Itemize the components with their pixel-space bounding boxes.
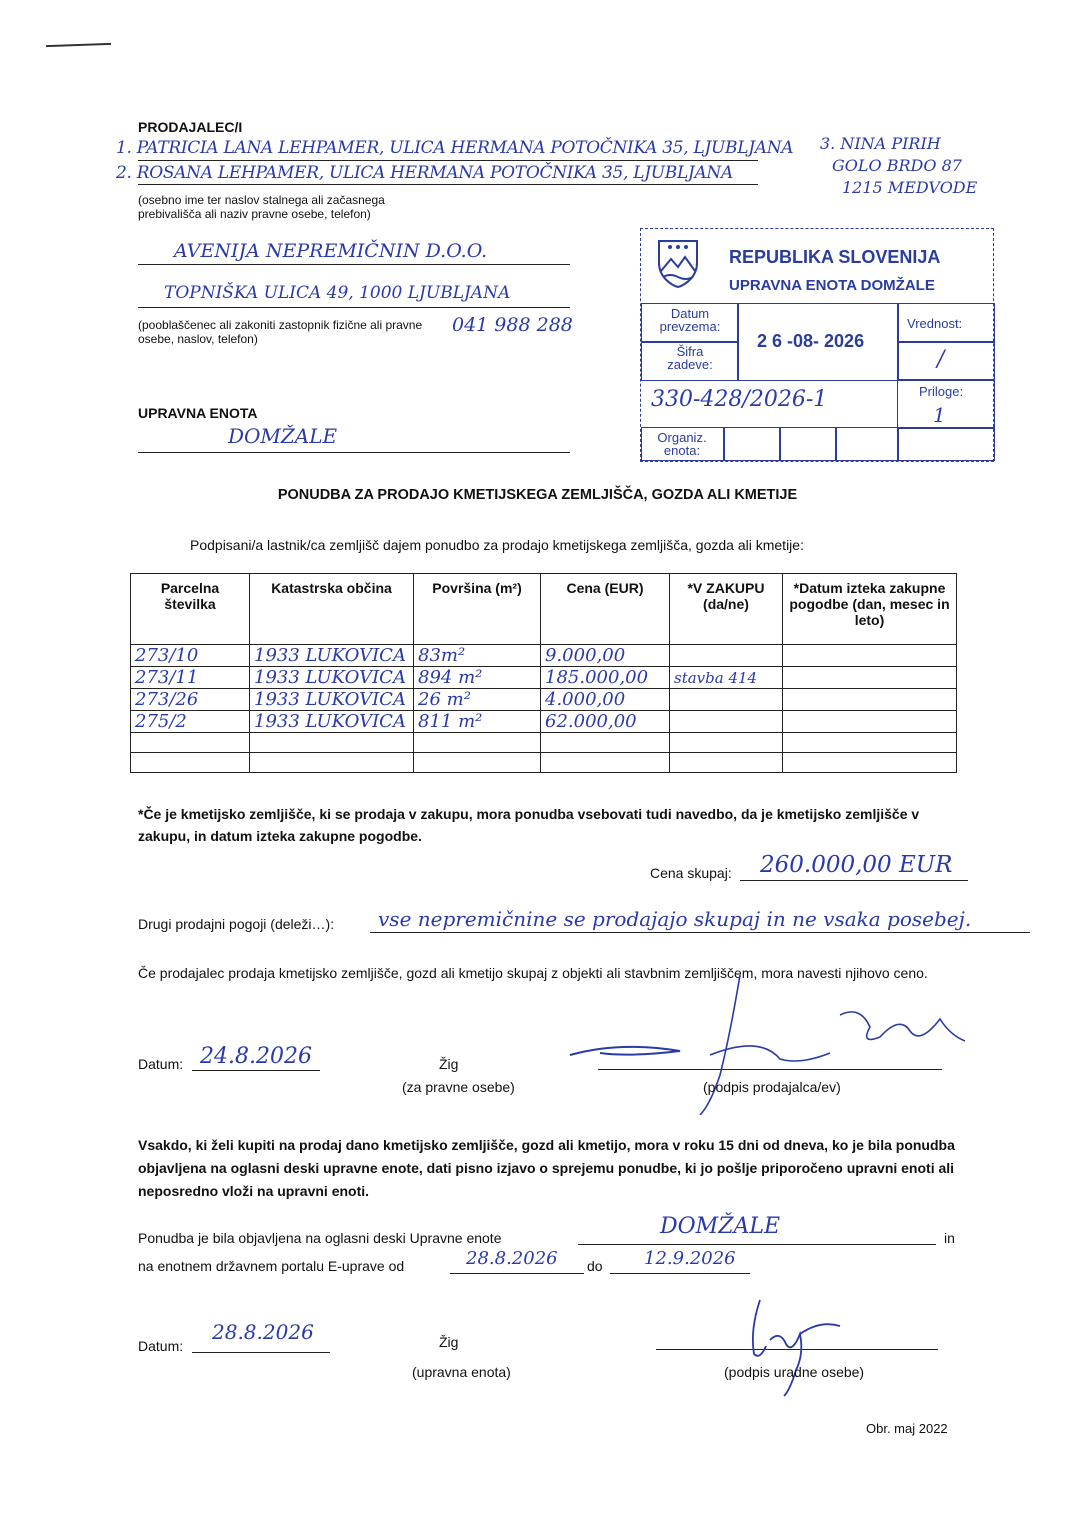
stamp-grid-org-1 <box>723 427 781 461</box>
cell-lease <box>670 753 783 773</box>
publish-to-label: do <box>587 1258 603 1274</box>
col-area: Površina (m²) <box>414 574 541 645</box>
sign1-signature-hint: (podpis prodajalca/ev) <box>703 1079 841 1095</box>
cell-cadastral: 1933 LUKOVICA <box>250 689 414 711</box>
intro-text: Podpisani/a lastnik/ca zemljišč dajem ponudbo za prodajo kmetijskega zemljišča, gozda ali kmetije: <box>190 537 804 553</box>
lease-note: *Če je kmetijsko zemljišče, ki se prodaja v zakupu, mora ponudba vsebovati tudi navedbo, da je kmetijsko zemljišče v zakupu, in datum izteka zakupne pogodbe. <box>138 806 920 844</box>
cell-parcel: 273/10 <box>131 645 250 667</box>
cell-cadastral: 1933 LUKOVICA <box>250 645 414 667</box>
cell-price: 4.000,00 <box>541 689 670 711</box>
cell-cadastral <box>250 733 414 753</box>
form-version: Obr. maj 2022 <box>866 1421 948 1436</box>
cell-area: 811 m² <box>414 711 541 733</box>
coat-of-arms-icon <box>655 237 701 289</box>
col-lease: *V ZAKUPU (da/ne) <box>670 574 783 645</box>
stamp-value-label: Vrednost: <box>907 316 963 331</box>
other-terms-underline <box>370 932 1030 933</box>
seller-underline-2 <box>138 184 758 185</box>
office-heading: UPRAVNA ENOTA <box>138 405 258 421</box>
cell-lease: stavba 414 <box>670 667 783 689</box>
office-underline <box>138 452 570 453</box>
seller-underline-1 <box>138 160 758 161</box>
cell-lease-end <box>783 753 957 773</box>
total-value: 260.000,00 EUR <box>760 852 953 878</box>
stamp-attachments-value: 1 <box>933 403 946 427</box>
agent-hint: (pooblaščenec ali zakoniti zastopnik fizične ali pravne osebe, naslov, telefon) <box>138 318 423 346</box>
objects-note: Če prodajalec prodaja kmetijsko zemljišče, gozd ali kmetijo skupaj z objekti ali stavbnim zemljiščem, mora navesti njihovo ceno. <box>138 965 928 981</box>
total-label: Cena skupaj: <box>650 865 732 881</box>
agent-address: TOPNIŠKA ULICA 49, 1000 LJUBLJANA <box>164 283 511 303</box>
sign1-stamp-label: Žig <box>439 1056 459 1072</box>
cell-lease-end <box>783 689 957 711</box>
stamp-grid-org-4 <box>897 427 995 461</box>
cell-cadastral: 1933 LUKOVICA <box>250 711 414 733</box>
scan-mark <box>46 43 111 47</box>
stamp-title-2: UPRAVNA ENOTA DOMŽALE <box>729 277 935 294</box>
cell-area <box>414 733 541 753</box>
cell-cadastral <box>250 753 414 773</box>
stamp-value-value: / <box>937 347 945 372</box>
table-row <box>131 711 957 733</box>
cell-lease-end <box>783 711 957 733</box>
publish-label-1: Ponudba je bila objavljena na oglasni deski Upravne enote <box>138 1230 502 1246</box>
stamp-grid-org-2 <box>779 427 837 461</box>
official-signature-icon <box>730 1290 870 1400</box>
cell-parcel <box>131 753 250 773</box>
sign2-date-value: 28.8.2026 <box>212 1320 314 1344</box>
table-row <box>131 667 957 689</box>
agent-underline-2 <box>138 307 570 308</box>
sign2-date-label: Datum: <box>138 1338 184 1354</box>
cell-lease <box>670 711 783 733</box>
cell-lease-end <box>783 645 957 667</box>
office-value: DOMŽALE <box>228 424 338 448</box>
sign2-signature-hint: (podpis uradne osebe) <box>724 1364 865 1380</box>
table-header-row <box>131 574 957 645</box>
stamp-received-label: Datum prevzema: <box>659 306 721 334</box>
stamp-grid-value-cell <box>897 341 995 381</box>
stamp-case-label: Šifra zadeve: <box>667 344 713 372</box>
stamp-received-value: 2 6 -08- 2026 <box>757 331 865 351</box>
publish-in: in <box>944 1230 955 1246</box>
stamp-org-label: Organiz. enota: <box>657 430 707 458</box>
sign2-stamp-label: Žig <box>439 1334 459 1350</box>
seller-heading: PRODAJALEC/I <box>138 119 243 135</box>
other-terms-label: Drugi prodajni pogoji (deleži…): <box>138 916 335 932</box>
seller-line-3a: 3. NINA PIRIH <box>820 134 941 153</box>
cell-price: 9.000,00 <box>541 645 670 667</box>
sign1-stamp-hint: (za pravne osebe) <box>402 1079 515 1095</box>
accept-note: Vsakdo, ki želi kupiti na prodaj dano kmetijsko zemljišče, gozd ali kmetijo, mora v roku 15 dni od dneva, ko je bila ponudba objavljena na oglasni deski upravne enote, dati pisno izjavo o sprejemu ponudbe, ki jo pošlje priporočeno upravni enoti ali neposredno vloži na upravni enoti. <box>138 1137 955 1199</box>
cell-parcel: 273/11 <box>131 667 250 689</box>
publish-label-2: na enotnem državnem portalu E-uprave od <box>138 1258 405 1274</box>
cell-area: 26 m² <box>414 689 541 711</box>
sign2-date-underline <box>192 1352 330 1353</box>
stamp-attachments-label: Priloge: <box>919 384 964 399</box>
sign1-date-underline <box>192 1070 320 1071</box>
sign1-date-value: 24.8.2026 <box>200 1044 312 1069</box>
publish-from: 28.8.2026 <box>466 1248 558 1269</box>
sign2-stamp-hint: (upravna enota) <box>412 1364 511 1380</box>
cell-lease <box>670 733 783 753</box>
publish-from-underline <box>450 1273 584 1274</box>
registry-stamp <box>640 228 994 462</box>
stamp-case-value: 330-428/2026-1 <box>651 387 828 412</box>
cell-cadastral: 1933 LUKOVICA <box>250 667 414 689</box>
cell-lease <box>670 689 783 711</box>
publish-office-underline <box>578 1244 936 1245</box>
col-price: Cena (EUR) <box>541 574 670 645</box>
cell-lease-end <box>783 733 957 753</box>
publish-to: 12.9.2026 <box>644 1248 736 1269</box>
seller-line-3c: 1215 MEDVODE <box>842 178 978 197</box>
cell-area: 83m² <box>414 645 541 667</box>
seller-line-1: 1. PATRICIA LANA LEHPAMER, ULICA HERMANA POTOČNIKA 35, LJUBLJANA <box>116 138 794 158</box>
agent-name: AVENIJA NEPREMIČNIN D.O.O. <box>174 240 488 262</box>
cell-parcel <box>131 733 250 753</box>
parcels-table <box>130 573 957 773</box>
table-row <box>131 733 957 753</box>
stamp-title-1: REPUBLIKA SLOVENIJA <box>729 247 941 267</box>
cell-parcel: 275/2 <box>131 711 250 733</box>
cell-price <box>541 753 670 773</box>
col-parcel: Parcelna številka <box>131 574 250 645</box>
total-underline <box>740 880 968 881</box>
other-terms-value: vse nepremičnine se prodajajo skupaj in ne vsaka posebej. <box>378 907 972 931</box>
publish-office: DOMŽALE <box>660 1214 781 1239</box>
table-row <box>131 753 957 773</box>
publish-to-underline <box>610 1273 750 1274</box>
stamp-grid-org-3 <box>835 427 899 461</box>
seller-line-3b: GOLO BRDO 87 <box>832 156 962 175</box>
form-title: PONUDBA ZA PRODAJO KMETIJSKEGA ZEMLJIŠČA, GOZDA ALI KMETIJE <box>277 487 798 503</box>
table-row <box>131 689 957 711</box>
cell-price: 185.000,00 <box>541 667 670 689</box>
cell-price: 62.000,00 <box>541 711 670 733</box>
cell-area: 894 m² <box>414 667 541 689</box>
cell-parcel: 273/26 <box>131 689 250 711</box>
sign1-date-label: Datum: <box>138 1056 184 1072</box>
agent-phone: 041 988 288 <box>452 314 573 336</box>
cell-area <box>414 753 541 773</box>
cell-lease-end <box>783 667 957 689</box>
seller-line-2: 2. ROSANA LEHPAMER, ULICA HERMANA POTOČNIKA 35, LJUBLJANA <box>116 163 733 183</box>
seller-hint: (osebno ime ter naslov stalnega ali začasnega prebivališča ali naziv pravne osebe, telefon) <box>138 193 385 221</box>
cell-price <box>541 733 670 753</box>
col-cadastral: Katastrska občina <box>250 574 414 645</box>
col-lease-end: *Datum izteka zakupne pogodbe (dan, mesec in leto) <box>783 574 957 645</box>
agent-underline-1 <box>138 264 570 265</box>
cell-lease <box>670 645 783 667</box>
table-row <box>131 645 957 667</box>
